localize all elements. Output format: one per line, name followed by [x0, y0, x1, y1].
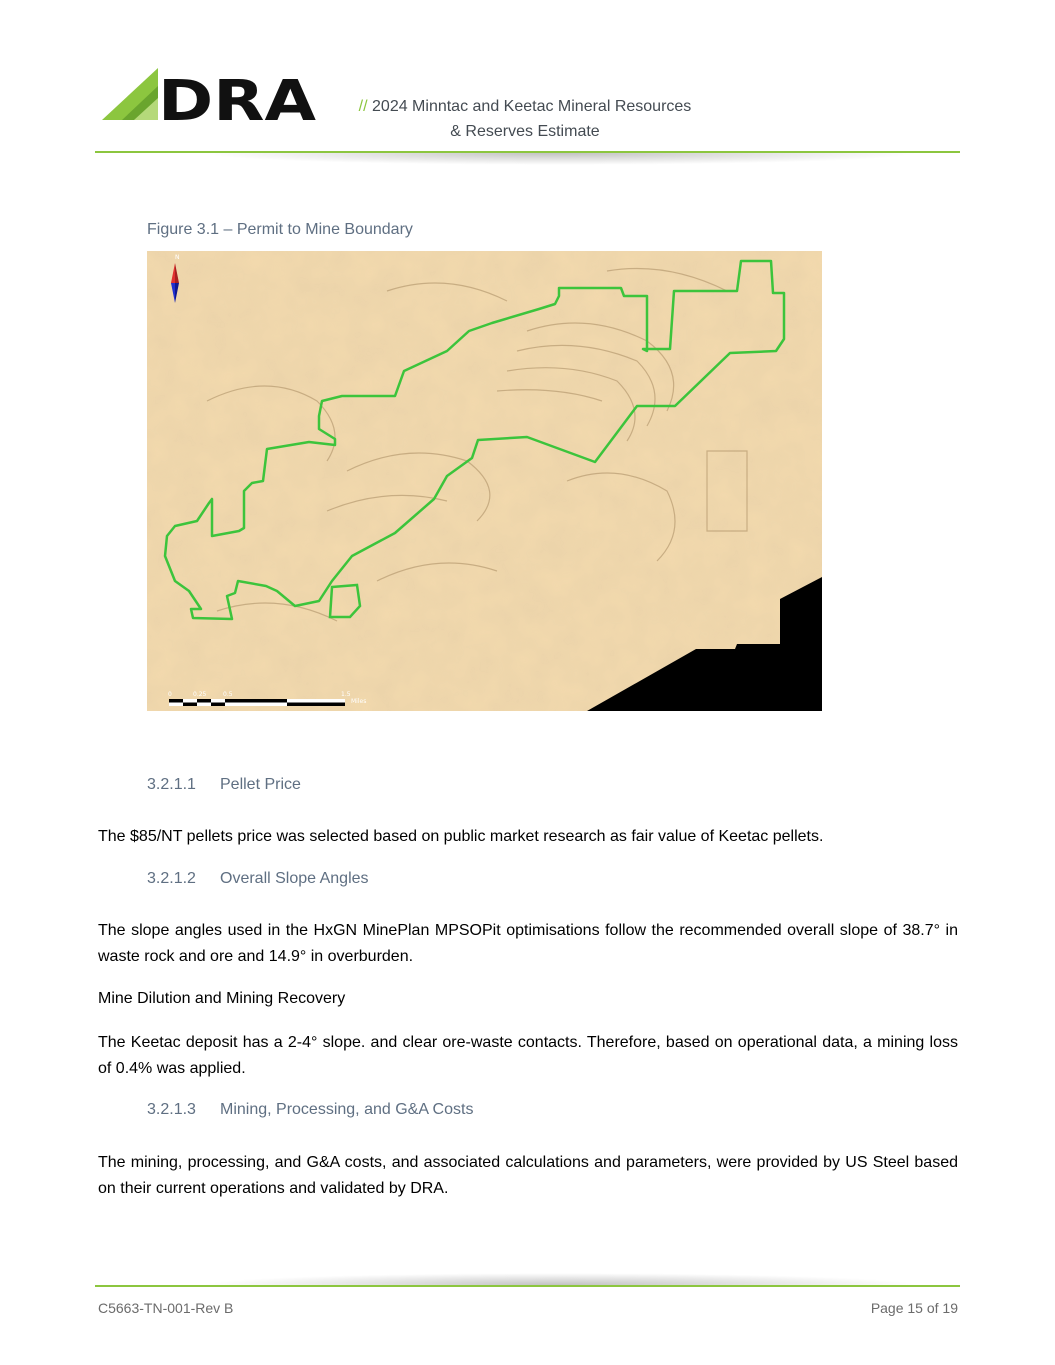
scale-label-0: 0 — [168, 691, 172, 698]
permit-boundary-map — [147, 251, 822, 711]
paragraph-mining-loss: The Keetac deposit has a 2-4° slope. and clear ore-waste contacts. Therefore, based on operational data, a mining loss of 0.4% was applied. — [98, 1034, 958, 1077]
header-title-line1: 2024 Minntac and Keetac Mineral Resources — [372, 98, 692, 115]
paragraph-slope-angles: The slope angles used in the HxGN MinePlan MPSOPit optimisations follow the recommended overall slope of 38.7° in waste rock and ore and 14.9° in overburden. — [98, 922, 958, 965]
scale-label-2: 0.5 — [223, 691, 233, 698]
map-relief-texture — [147, 251, 822, 711]
paragraph-costs: The mining, processing, and G&A costs, and associated calculations and parameters, were provided by US Steel based on their current operations and validated by DRA. — [98, 1154, 958, 1197]
page-number: Page 15 of 19 — [870, 1300, 958, 1316]
svg-text:N: N — [175, 254, 180, 261]
section-title: Pellet Price — [220, 776, 301, 793]
logo-text: DRA — [158, 69, 317, 124]
header-slashes: // — [358, 98, 368, 115]
header-title-line2: & Reserves Estimate — [450, 123, 600, 140]
scale-label-1: 0.25 — [193, 691, 207, 698]
scale-unit: Miles — [351, 698, 367, 705]
document-id: C5663-TN-001-Rev B — [98, 1300, 234, 1316]
section-number: 3.2.1.1 — [147, 776, 196, 793]
section-number: 3.2.1.3 — [147, 1101, 196, 1118]
paragraph-dilution-heading: Mine Dilution and Mining Recovery — [98, 990, 346, 1007]
section-heading-3-2-1-1 — [147, 776, 301, 794]
dra-logo — [100, 66, 318, 124]
paragraph-pellet-price: The $85/NT pellets price was selected based on public market research as fair value of Keetac pellets. — [98, 828, 824, 845]
section-heading-3-2-1-2 — [147, 870, 369, 888]
document-header-title — [330, 94, 720, 144]
section-title: Mining, Processing, and G&A Costs — [220, 1101, 474, 1118]
footer-rule — [95, 1285, 960, 1287]
section-number: 3.2.1.2 — [147, 870, 196, 887]
header-shadow — [200, 153, 920, 165]
section-title: Overall Slope Angles — [220, 870, 369, 887]
scale-label-3: 1.5 — [341, 691, 351, 698]
figure-caption: Figure 3.1 – Permit to Mine Boundary — [147, 221, 413, 238]
section-heading-3-2-1-3 — [147, 1101, 473, 1119]
footer-shadow — [200, 1273, 920, 1285]
